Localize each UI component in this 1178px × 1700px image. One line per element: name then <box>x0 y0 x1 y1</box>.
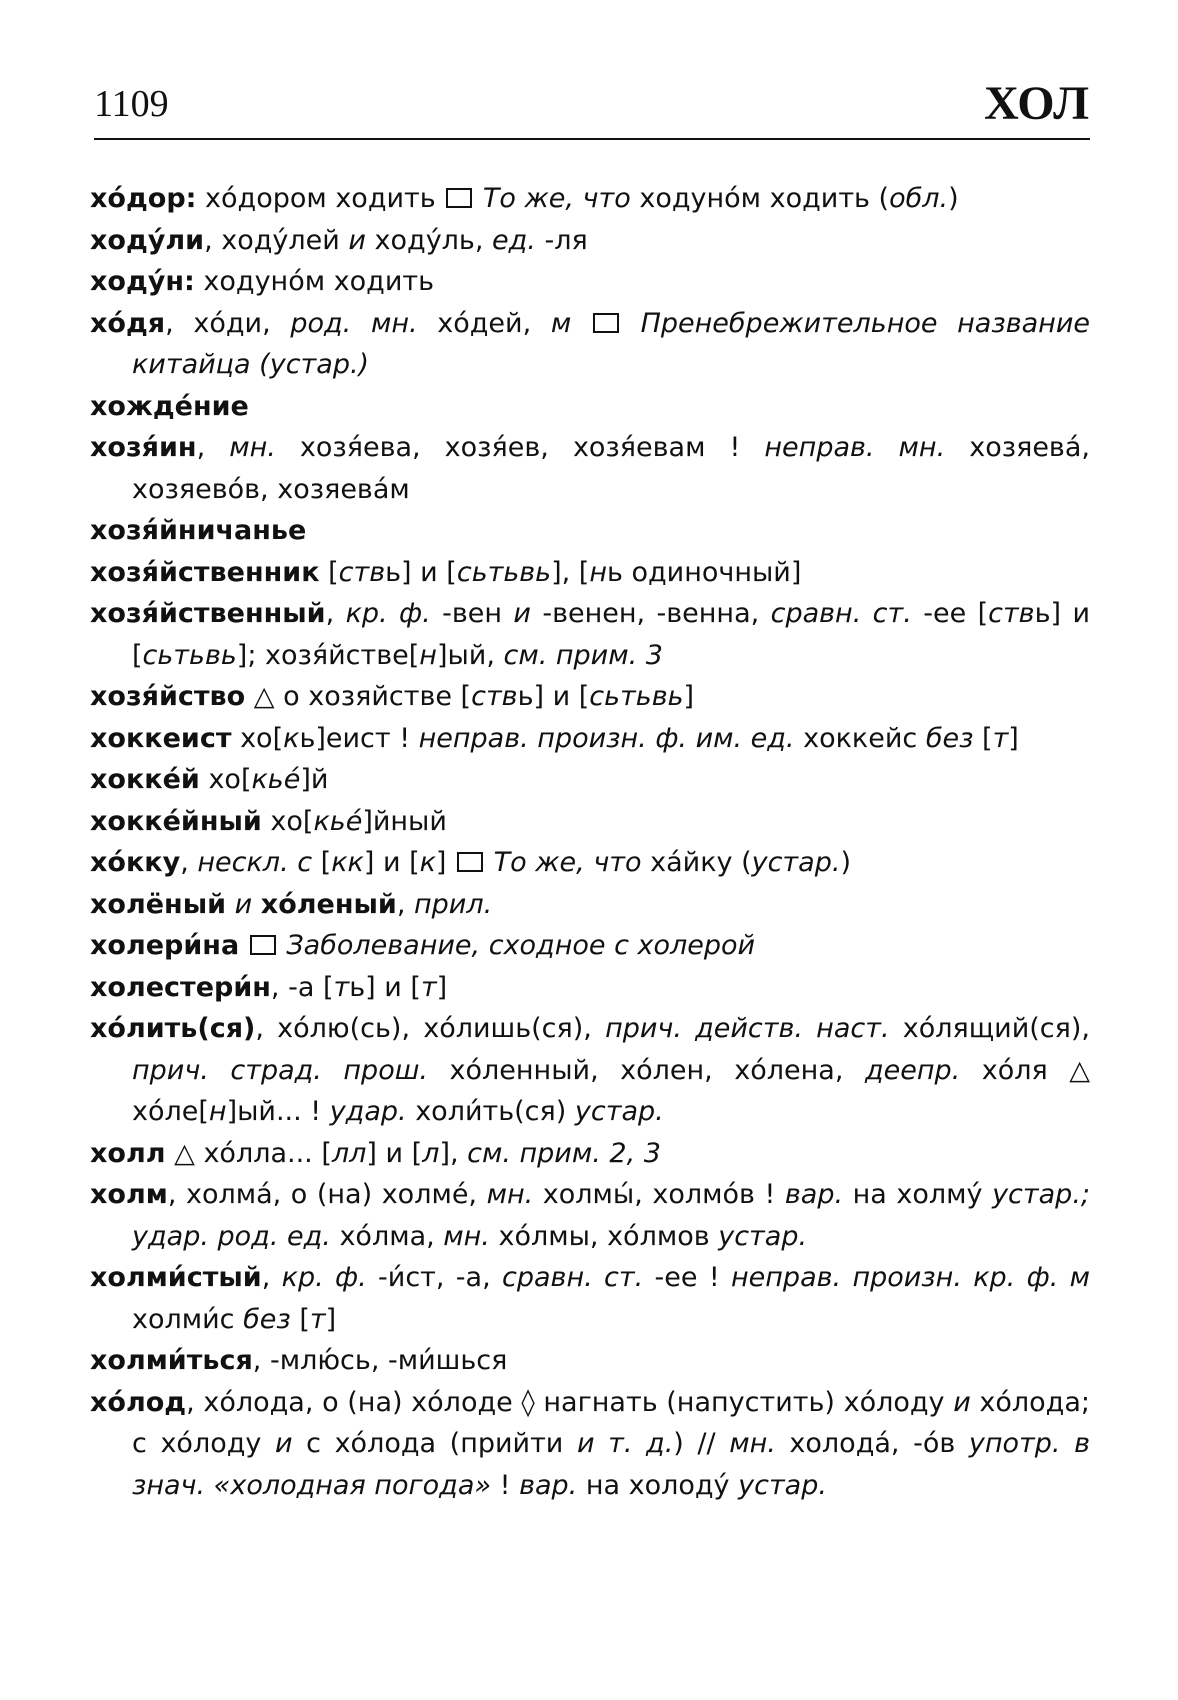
entry-text: ходуно́м ходить ( <box>630 183 890 214</box>
entry-text: , холма́, о (на) холме́, <box>167 1179 487 1210</box>
entry-text: , <box>180 847 198 878</box>
grammar-note: лл <box>331 1137 367 1169</box>
entry-text: -ля <box>535 224 588 256</box>
grammar-note: ств <box>988 598 1035 629</box>
grammar-note: кр. ф. <box>345 598 431 629</box>
dictionary-entry <box>90 884 1090 926</box>
entry-text: ь] и [ <box>349 971 421 1003</box>
grammar-note: н <box>419 639 437 671</box>
dictionary-entry <box>90 1340 1090 1382</box>
entry-text: -ее [ <box>911 598 989 629</box>
grammar-note: устар. <box>738 1469 827 1501</box>
headword: хо́лод <box>90 1386 187 1418</box>
headword: хокке́й <box>90 764 200 795</box>
grammar-note: удар. <box>329 1096 407 1127</box>
headword: хо́леный <box>260 888 397 920</box>
headword: хо́кку <box>90 847 181 878</box>
grammar-note: неправ. мн. <box>764 432 946 463</box>
headword: хоккеист <box>90 722 232 754</box>
headword: холми́стый <box>90 1262 262 1293</box>
entry-text: хо́дей, <box>417 307 551 339</box>
entry-text: ь]еист ! <box>299 722 419 754</box>
dictionary-entries <box>90 178 1099 1506</box>
grammar-note: неправ. произн. кр. ф. м <box>731 1262 1090 1293</box>
grammar-note: деепр. <box>864 1054 961 1086</box>
entry-text: хо[ <box>231 722 284 754</box>
headword: хо́лить(ся) <box>90 1013 256 1044</box>
grammar-note: мн. <box>486 1179 534 1210</box>
grammar-note: без <box>925 722 974 754</box>
entry-text: ], <box>439 1137 468 1169</box>
entry-text: на холоду́ <box>577 1469 739 1501</box>
grammar-note: устар. <box>574 1096 664 1127</box>
grammar-note: ств <box>338 556 386 588</box>
headword: хозя́йственный <box>90 598 326 629</box>
dictionary-entry <box>90 1382 1099 1507</box>
headword: холёный <box>90 888 227 920</box>
grammar-note: Заболевание, сходное с холерой <box>286 930 756 961</box>
entry-text: хоккейс <box>794 722 926 754</box>
entry-text: ) // <box>673 1428 730 1459</box>
entry-text: ] <box>435 847 456 878</box>
entry-text: ]ый, <box>436 639 504 671</box>
grammar-note: и т. д. <box>576 1428 674 1459</box>
grammar-note: ств <box>471 681 518 712</box>
entry-text: , хо́лода, о (на) хо́лоде ◊ нагнать (напустить) хо́лоду <box>186 1386 954 1418</box>
entry-text <box>252 889 261 920</box>
entry-text: на холму́ <box>843 1179 993 1210</box>
entry-text: холода́, -о́в <box>775 1428 969 1459</box>
grammar-note: То же, что <box>493 847 642 878</box>
running-head: ХОЛ <box>984 77 1090 130</box>
entry-text: ь] и [ <box>132 598 1099 671</box>
dictionary-entry <box>90 386 1090 428</box>
entry-text: ] и [ <box>363 847 420 878</box>
headword: хожде́ние <box>90 390 249 422</box>
entry-text: ] <box>1008 722 1019 754</box>
grammar-note: сравн. ст. <box>502 1262 644 1293</box>
dictionary-entry <box>90 676 1090 718</box>
grammar-note: вар. <box>519 1469 578 1501</box>
entry-text: [ <box>312 847 332 878</box>
entry-text: ходу́ль, <box>365 224 493 256</box>
entry-text: ]йный <box>362 805 447 837</box>
grammar-note: кье́ <box>251 764 301 795</box>
entry-text: хо́дором ходить <box>196 183 445 214</box>
entry-text: холи́ть(ся) <box>406 1096 575 1127</box>
grammar-note: н <box>208 1096 227 1127</box>
definition-box-icon <box>250 935 276 955</box>
entry-text: хо́лящий(ся), <box>889 1013 1099 1044</box>
entry-text: -ее ! <box>643 1262 732 1293</box>
entry-text: с хо́лода (прийти <box>292 1428 577 1459</box>
grammar-note: и <box>348 224 366 256</box>
dictionary-entry <box>90 178 1090 220</box>
grammar-note: т <box>420 971 437 1003</box>
grammar-note: сьтьвь <box>456 556 552 588</box>
entry-text: , хо́ди, <box>165 307 291 339</box>
grammar-note: мн. <box>229 432 276 463</box>
entry-text: , хо́лю(сь), хо́лишь(ся), <box>255 1013 606 1044</box>
grammar-note: кр. ф. <box>281 1262 367 1293</box>
headword: хокке́йный <box>90 805 262 837</box>
entry-text: -вен <box>430 598 514 629</box>
grammar-note: Пренебрежительное название китайца (устар.) <box>132 307 1099 380</box>
grammar-note: устар.; удар. род. ед. <box>132 1179 1099 1252</box>
definition-box-icon <box>593 313 619 333</box>
entry-text: , <box>196 432 230 463</box>
grammar-note: к <box>283 722 300 754</box>
grammar-note: л <box>422 1137 440 1169</box>
entry-text: ] <box>683 681 695 712</box>
entry-text: △ о хозяйстве [ <box>245 681 472 712</box>
entry-text: хо[ <box>261 805 314 837</box>
entry-text: [ <box>319 556 339 588</box>
grammar-note: сьтьвь <box>142 639 237 671</box>
entry-text: ь] и [ <box>385 556 457 588</box>
entry-text: ) <box>840 847 851 878</box>
grammar-note: обл. <box>889 183 949 214</box>
grammar-note: прич. действ. наст. <box>605 1013 890 1044</box>
dictionary-entry <box>90 759 1090 801</box>
entry-text: ) <box>948 183 959 214</box>
entry-text: хо[ <box>199 764 252 795</box>
headword: ходу́н: <box>90 266 195 297</box>
entry-text: , <box>325 598 346 629</box>
entry-text: хо́ленный, хо́лен, хо́лена, <box>428 1054 865 1086</box>
grammar-note: То же, что <box>482 183 631 214</box>
grammar-note: к <box>419 847 436 878</box>
dictionary-entry <box>90 967 1090 1009</box>
entry-text: , -млю́сь, -ми́шься <box>252 1345 508 1376</box>
dictionary-entry <box>90 1174 1099 1257</box>
dictionary-entry <box>90 303 1099 386</box>
entry-text <box>474 183 483 214</box>
entry-text: -венен, -венна, <box>530 598 771 629</box>
grammar-note: м <box>550 307 572 339</box>
grammar-note: сьтьвь <box>589 681 684 712</box>
dictionary-entry <box>90 925 1090 967</box>
entry-text <box>571 308 591 339</box>
dictionary-entry <box>90 427 1099 510</box>
grammar-note: см. прим. 3 <box>503 639 663 671</box>
dictionary-entry <box>90 842 1090 884</box>
grammar-note: и <box>513 598 531 629</box>
entry-text: [ <box>290 1303 310 1335</box>
entry-text <box>485 847 494 878</box>
dictionary-entry <box>90 1133 1090 1175</box>
grammar-note: неправ. произн. ф. им. ед. <box>418 722 795 754</box>
headword: холм <box>90 1179 168 1210</box>
grammar-note: и <box>274 1428 293 1459</box>
entry-text: ] и [ <box>366 1137 423 1169</box>
grammar-note: н <box>589 556 607 588</box>
grammar-note: ед. <box>492 224 536 256</box>
headword: хозя́йственник <box>90 556 320 588</box>
page-header <box>94 74 1090 140</box>
grammar-note: устар. <box>718 1220 808 1252</box>
entry-text: хо́лода; с хо́лоду <box>132 1386 1099 1459</box>
entry-text: ] <box>436 971 448 1003</box>
entry-text: ! <box>491 1469 520 1501</box>
entry-text <box>226 889 235 920</box>
dictionary-entry <box>90 718 1090 760</box>
entry-text: хо́лмы, хо́лмов <box>489 1220 719 1252</box>
grammar-note: кье́ <box>313 805 363 837</box>
entry-text <box>239 930 248 961</box>
grammar-note: нескл. с <box>197 847 313 878</box>
entry-text: ь] и [ <box>517 681 590 712</box>
grammar-note: устар. <box>751 847 841 878</box>
grammar-note: и <box>234 888 253 920</box>
grammar-note: и <box>953 1386 971 1418</box>
entry-text: ]й <box>300 764 329 795</box>
grammar-note: кк <box>331 847 364 878</box>
entry-text: холмы́, холмо́в ! <box>533 1179 785 1210</box>
dictionary-entry <box>90 220 1090 262</box>
grammar-note: прил. <box>414 888 493 920</box>
entry-text: холми́с <box>132 1262 1099 1335</box>
definition-box-icon <box>446 188 472 208</box>
entry-text: ха́йку ( <box>641 847 752 878</box>
grammar-note: т <box>309 1303 326 1335</box>
entry-text: ]; хозя́йстве[ <box>236 639 420 671</box>
entry-text: ] <box>325 1303 337 1335</box>
grammar-note: мн. <box>729 1428 776 1459</box>
grammar-note: т <box>333 971 350 1003</box>
grammar-note: род. мн. <box>290 307 418 339</box>
headword: холл <box>90 1137 166 1169</box>
grammar-note: т <box>992 722 1009 754</box>
entry-text <box>621 308 641 339</box>
entry-text: хозя́ева, хозя́ев, хозя́евам ! <box>275 432 765 463</box>
entry-text: [ <box>973 722 993 754</box>
dictionary-entry <box>90 1008 1099 1133</box>
entry-text: , -а [ <box>270 971 334 1003</box>
grammar-note: мн. <box>443 1220 490 1252</box>
grammar-note: употр. в знач. «холодная погода» <box>132 1428 1099 1501</box>
entry-text: хо́лма, <box>330 1220 444 1252</box>
dictionary-entry <box>90 593 1099 676</box>
grammar-note: прич. страд. прош. <box>132 1054 429 1086</box>
entry-text: , <box>396 888 415 920</box>
headword: ходу́ли <box>90 224 205 256</box>
entry-text: ]ый... ! <box>226 1096 330 1127</box>
definition-box-icon <box>457 852 483 872</box>
dictionary-entry <box>90 801 1090 843</box>
headword: хо́дор: <box>90 183 197 214</box>
dictionary-entry <box>90 552 1090 594</box>
grammar-note: без <box>243 1303 291 1335</box>
grammar-note: см. прим. 2, 3 <box>467 1137 661 1169</box>
dictionary-entry <box>90 510 1090 552</box>
headword: хо́дя <box>90 307 166 339</box>
dictionary-entry <box>90 1257 1099 1340</box>
entry-text: , ходу́лей <box>204 224 349 256</box>
headword: холери́на <box>90 930 240 961</box>
entry-text: △ хо́лла... [ <box>165 1137 332 1169</box>
entry-text: , <box>261 1262 282 1293</box>
entry-text: ь одиночный] <box>606 556 802 588</box>
grammar-note: сравн. ст. <box>770 598 912 629</box>
entry-text: хозяева́, хозяево́в, хозяева́м <box>132 432 1099 505</box>
entry-text: -и́ст, -а, <box>366 1262 503 1293</box>
page-number: 1109 <box>94 83 169 125</box>
headword: холми́ться <box>90 1345 253 1376</box>
grammar-note: вар. <box>784 1179 844 1210</box>
entry-text: ходуно́м ходить <box>194 266 435 297</box>
dictionary-entry <box>90 261 1090 303</box>
headword: холестери́н <box>90 971 271 1003</box>
entry-text: хо́ля △ хо́ле[ <box>132 1054 1099 1127</box>
headword: хозя́ин <box>90 432 197 463</box>
headword: хозя́йничанье <box>90 515 307 546</box>
headword: хозя́йство <box>90 681 246 712</box>
entry-text: ], [ <box>551 556 590 588</box>
